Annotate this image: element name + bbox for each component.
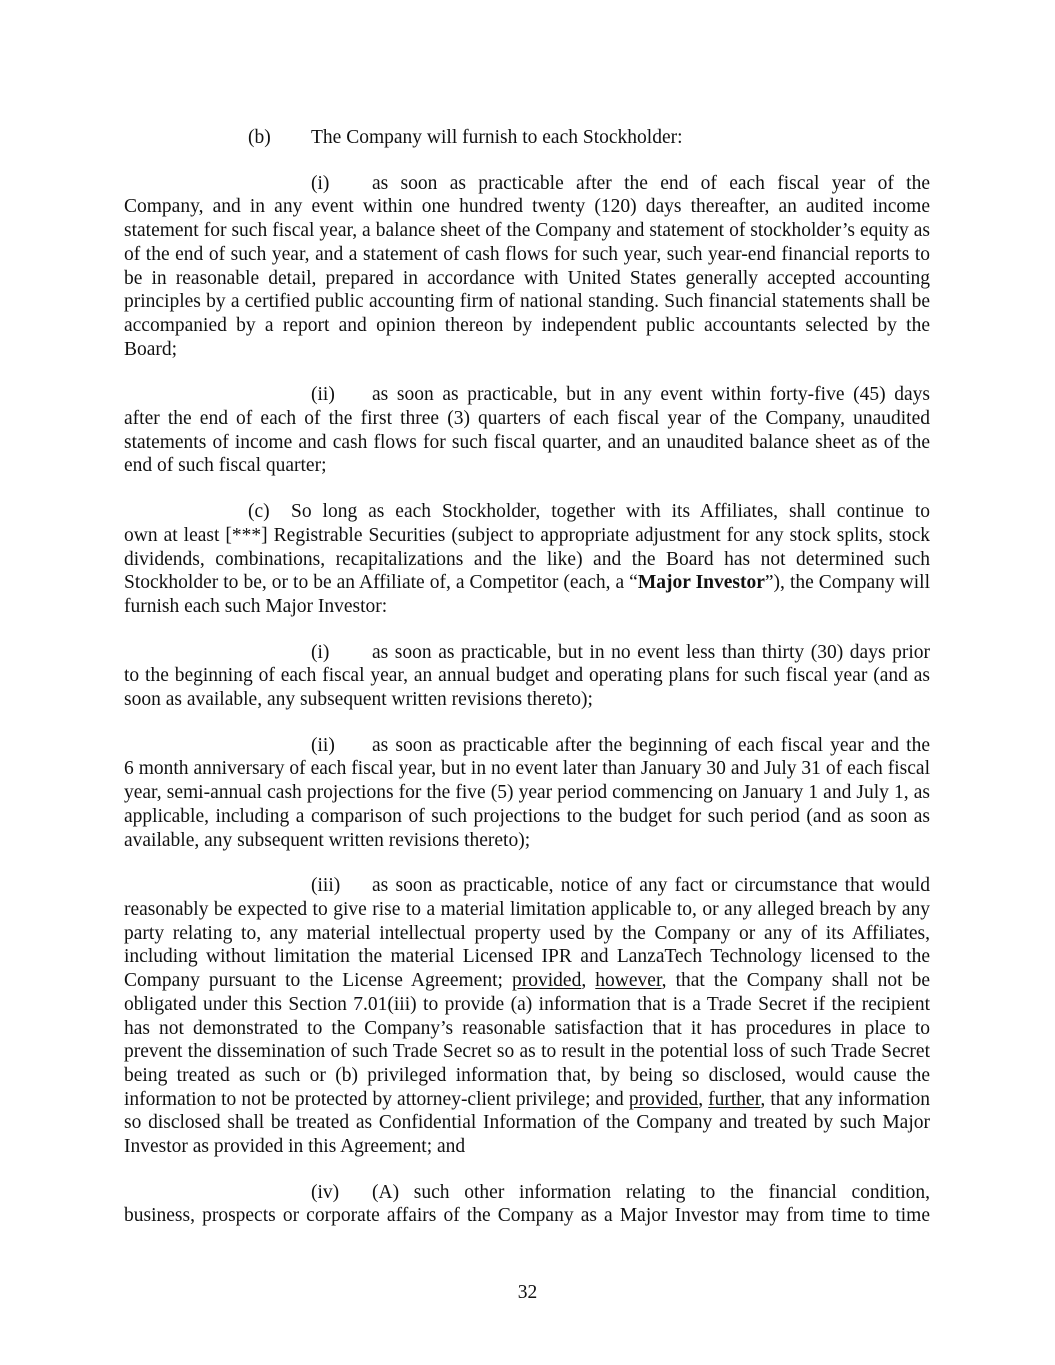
paragraph-c-ii [124, 734, 930, 853]
paragraph-label: (iii) [311, 875, 341, 897]
paragraph-text: , that the Company shall not be obligated under this Section 7.01(iii) to provide (a) information that is a Trade Secret if the recipient has not demonstrated to the Company’s reasonable satisfaction that it has procedures in place to prevent the dissemination of such Trade Secret so as to result in the potential loss of such Trade Secret being treated as such or (b) privileged information that, by being so disclosed, would cause the information to not be protected by attorney-client privilege; and [124, 970, 931, 1110]
paragraph-first-row [124, 1181, 930, 1205]
paragraph-text: Company, and in any event within one hundred twenty (120) days thereafter, an audited income statement for such fiscal year, a balance sheet of the Company and statement of stockholder’s equity as of the end of such year, and a statement of cash flows for such year, such year-end financial reports to be in reasonable detail, prepared in accordance with United States generally accepted accounting principles by a certified public accounting firm of national standing. Such financial statements shall be accompanied by a report and opinion thereon by independent public accountants selected by the Board; [124, 196, 930, 360]
paragraph-label: (ii) [311, 734, 335, 756]
paragraph-label [124, 172, 930, 196]
paragraph-b-i [124, 172, 930, 362]
paragraph-first-row [124, 383, 930, 407]
paragraph-label: (i) [311, 641, 330, 663]
paragraph-first-line: as soon as practicable, notice of any fact or circumstance that would [372, 875, 930, 897]
paragraph-first-row [124, 500, 930, 524]
paragraph-first-row [124, 641, 930, 665]
page-number: 32 [517, 1282, 538, 1303]
paragraph-label: (iv) [311, 1181, 340, 1203]
paragraph-first-row [124, 874, 930, 898]
document-body [124, 126, 930, 1228]
paragraph-label: (i) [311, 172, 330, 194]
paragraph-text: business, prospects or corporate affairs of the Company as a Major Investor may from time to time [124, 1205, 930, 1227]
paragraph-c-iv [124, 1181, 930, 1228]
paragraph-label: (b) [248, 127, 271, 148]
paragraph-label: (c) [248, 501, 270, 523]
paragraph-text: after the end of each of the first three (3) quarters of each fiscal year of the Company, unaudited statements of income and cash flows for such fiscal quarter, and an unaudited balance sheet as of the end of such fiscal quarter; [124, 408, 930, 477]
paragraph-first-line: (A) such other information relating to the financial condition, [372, 1181, 930, 1203]
paragraph-b-ii [124, 383, 930, 478]
paragraph-c-iii: (iii) as soon as practicable, notice of any fact or circumstance that would reasonably be expected to give rise to a material limitation applicable to, or any alleged breach by any party relating to, any material intellectual property used by the Company or any of its Affiliates, including without limitation the material Licensed IPR and LanzaTech Technology licensed to the Company pursuant to the License Agreement; provided, however, that the Company shall not be obligated under this Section 7.01(iii) to provide (a) information that is a Trade Secret if the recipient has not demonstrated to the Company’s reasonable satisfaction that it has procedures in place to prevent the dissemination of such Trade Secret so as to result in the potential loss of such Trade Secret being treated as such or (b) privileged information that, by being so disclosed, would cause the information to not be protected by attorney-client privilege; and provided, further, that any information so disclosed shall be treated as Confidential Information of the Company and treated by such Major Investor as provided in this Agreement; and [124, 875, 931, 1158]
paragraph-first-line: as soon as practicable after the beginning of each fiscal year and the [372, 734, 930, 756]
paragraph-text: reasonably be expected to give rise to a material limitation applicable to, or any alleged breach by any party relating to, any material intellectual property used by the Company or any of its Affiliates, including without limitation the material Licensed IPR and LanzaTech Technology licensed to the Company pursuant to the License Agreement; [124, 898, 930, 992]
paragraph-text: , that any information so disclosed shall be treated as Confidential Information of the Company and treated by such Major Investor as provided in this Agreement; and [124, 1088, 930, 1158]
paragraph-c [124, 500, 930, 619]
paragraph-text: The Company will furnish to each Stockholder: [311, 127, 683, 148]
paragraph-first-line: as soon as practicable, but in any event within forty-five (45) days [372, 384, 930, 406]
underlined-provided: provided [512, 970, 582, 992]
underlined-provided: provided [628, 1088, 699, 1110]
paragraph-text: 6 month anniversary of each fiscal year, but in no event later than January 30 and July 31 of each fiscal year, semi-annual cash projections for the five (5) year period commencing on January 1 and July 1, as applicable, including a comparison of such projections to the budget for such period (and as soon as available, any subsequent written revisions thereto); [124, 758, 930, 851]
underlined-however: however [595, 970, 662, 992]
paragraph-first-line: as soon as practicable after the end of each fiscal year of the [372, 172, 930, 194]
paragraph-label: (ii) [311, 384, 335, 406]
paragraph-c-i [124, 641, 930, 712]
paragraph-first-line: So long as each Stockholder, together with its Affiliates, shall continue to [291, 501, 930, 523]
paragraph-text: own at least [***] Registrable Securities (subject to appropriate adjustment for any stock splits, stock dividends, combinations, recapitalizations and the like) and the Board has not determined such Stockholder to be, or to be an Affiliate of, a Competitor (each, a “ [124, 524, 930, 594]
paragraph-text: ”), the Company will furnish each such Major Investor: [124, 572, 930, 617]
underlined-further: further [708, 1088, 761, 1110]
defined-term-major-investor: Major Investor [637, 572, 765, 594]
paragraph-text: to the beginning of each fiscal year, an annual budget and operating plans for such fiscal year (and as soon as available, any subsequent written revisions thereto); [124, 665, 930, 711]
paragraph-b [124, 126, 930, 150]
paragraph-first-line: as soon as practicable, but in no event less than thirty (30) days prior [372, 641, 930, 663]
paragraph-first-row [124, 734, 930, 758]
